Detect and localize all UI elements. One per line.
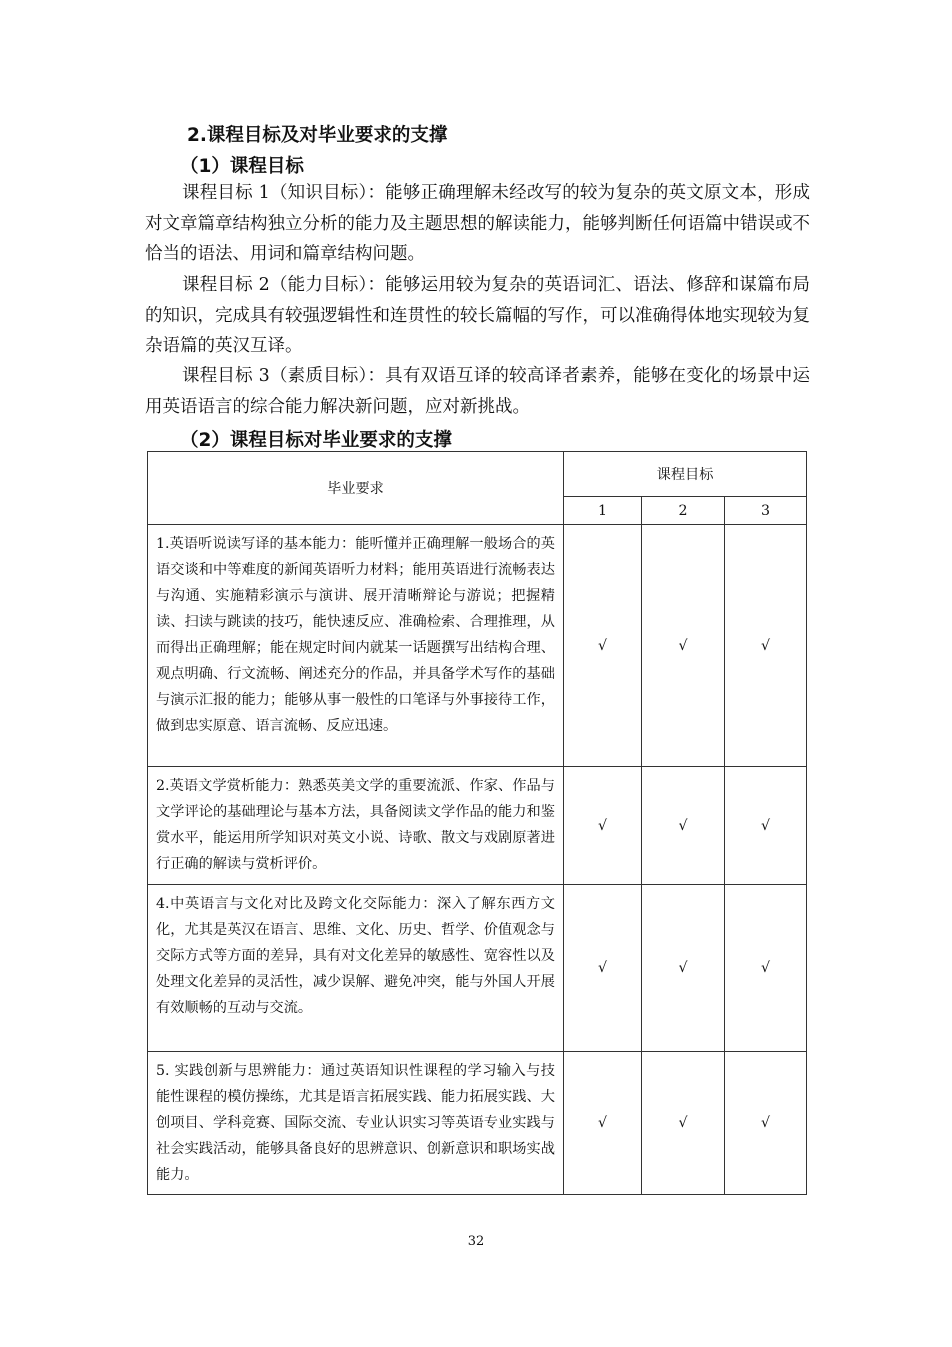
check-mark: √	[725, 525, 807, 767]
check-mark: √	[642, 767, 725, 885]
goal-paragraph-3: 课程目标 3（素质目标）：具有双语互译的较高译者素养，能够在变化的场景中运用英语语言的综合能力解决新问题，应对新挑战。	[145, 366, 810, 417]
requirement-text: 1.英语听说读写译的基本能力：能听懂并正确理解一般场合的英语交谈和中等难度的新闻英语听力材料；能用英语进行流畅表达与沟通、实施精彩演示与演讲、展开清晰辩论与游说；把握精读、扫读与跳读的技巧，能快速反应、准确检索、合理推理，从而得出正确理解；能在规定时间内就某一话题撰写出结构合理、观点明确、行文流畅、阐述充分的作品，并具备学术写作的基础与演示汇报的能力；能够从事一般性的口笔译与外事接待工作，做到忠实原意、语言流畅、反应迅速。	[148, 525, 564, 767]
check-mark: √	[642, 1052, 725, 1195]
section-title: 2.课程目标及对毕业要求的支撑	[187, 125, 448, 146]
table-row	[148, 885, 807, 1052]
goal-paragraph-1: 课程目标 1（知识目标）：能够正确理解未经改写的较为复杂的英文原文本，形成对文章篇章结构独立分析的能力及主题思想的解读能力，能够判断任何语篇中错误或不恰当的语法、用词和篇章结构问题。	[145, 183, 810, 264]
check-mark: √	[642, 525, 725, 767]
header-goal-number: 3	[725, 497, 807, 525]
check-mark: √	[564, 525, 642, 767]
check-mark: √	[564, 1052, 642, 1195]
header-goal-number: 1	[564, 497, 642, 525]
header-course-goals: 课程目标	[564, 452, 807, 497]
header-goal-number: 2	[642, 497, 725, 525]
table-row	[148, 767, 807, 885]
check-mark: √	[642, 885, 725, 1052]
check-mark: √	[564, 885, 642, 1052]
subsection-title-goals: （1）课程目标	[180, 156, 304, 177]
page-number: 32	[467, 1234, 485, 1249]
check-mark: √	[725, 1052, 807, 1195]
requirement-text: 4.中英语言与文化对比及跨文化交际能力：深入了解东西方文化，尤其是英汉在语言、思维、文化、历史、哲学、价值观念与交际方式等方面的差异，具有对文化差异的敏感性、宽容性以及处理文化差异的灵活性，减少误解、避免冲突，能与外国人开展有效顺畅的互动与交流。	[148, 885, 564, 1052]
table-row	[148, 1052, 807, 1195]
requirement-text: 2.英语文学赏析能力：熟悉英美文学的重要流派、作家、作品与文学评论的基础理论与基本方法，具备阅读文学作品的能力和鉴赏水平，能运用所学知识对英文小说、诗歌、散文与戏剧原著进行正确的解读与赏析评价。	[148, 767, 564, 885]
table-row	[148, 525, 807, 767]
goal-paragraph-2: 课程目标 2（能力目标）：能够运用较为复杂的英语词汇、语法、修辞和谋篇布局的知识，完成具有较强逻辑性和连贯性的较长篇幅的写作，可以准确得体地实现较为复杂语篇的英汉互译。	[145, 275, 810, 356]
header-requirement: 毕业要求	[148, 452, 564, 525]
check-mark: √	[725, 767, 807, 885]
requirement-text: 5. 实践创新与思辨能力：通过英语知识性课程的学习输入与技能性课程的模仿操练，尤其是语言拓展实践、能力拓展实践、大创项目、学科竞赛、国际交流、专业认识实习等英语专业实践与社会实践活动，能够具备良好的思辨意识、创新意识和职场实战能力。	[148, 1052, 564, 1195]
check-mark: √	[725, 885, 807, 1052]
check-mark: √	[564, 767, 642, 885]
subsection-title-support: （2）课程目标对毕业要求的支撑	[180, 430, 452, 451]
requirements-table	[147, 451, 807, 1195]
